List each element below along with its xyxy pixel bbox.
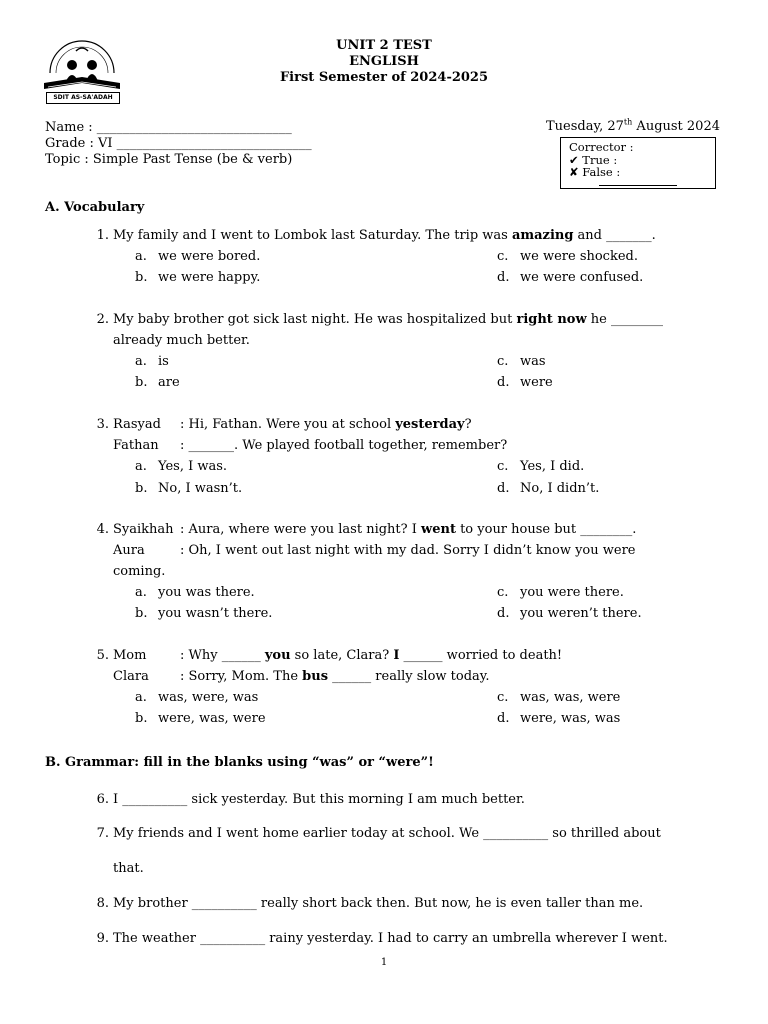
question-7-text-line2: that. [113,861,144,876]
option-3b: b. No, I wasn’t. [135,481,243,496]
question-5-line1: Mom : Why ______ you so late, Clara? I ______ worried to death! [113,648,563,663]
question-number: 7. [96,826,109,841]
question-number: 2. [96,312,109,327]
question-3-line2: Fathan : _______. We played football together, remember? [113,438,508,453]
name-field: Name : ______________________________ [45,120,292,135]
test-title: UNIT 2 TEST [336,38,432,53]
question-number: 1. [96,228,109,243]
option-4a: a. you was there. [135,585,255,600]
question-5-line2: Clara : Sorry, Mom. The bus ______ really slow today. [113,669,490,684]
section-a-title: A. Vocabulary [45,200,145,215]
question-number: 9. [96,931,109,946]
question-number: 3. [96,417,109,432]
option-1c: c. we were shocked. [497,249,638,264]
question-number: 6. [96,792,109,807]
option-2b: b. are [135,375,180,390]
question-1-text: My family and I went to Lombok last Saturday. The trip was amazing and _______. [113,228,656,243]
option-3d: d. No, I didn’t. [497,481,600,496]
test-date: Tuesday, 27th August 2024 [546,117,720,134]
question-2-text-line2: already much better. [113,333,250,348]
option-5b: b. were, was, were [135,711,266,726]
question-number: 4. [96,522,109,537]
question-number: 5. [96,648,109,663]
option-3a: a. Yes, I was. [135,459,228,474]
option-5d: d. were, was, was [497,711,621,726]
semester-title: First Semester of 2024-2025 [279,70,489,85]
page-number: 1 [380,957,388,968]
option-5a: a. was, were, was [135,690,259,705]
question-6-text: I __________ sick yesterday. But this morning I am much better. [113,792,525,807]
topic-field: Topic : Simple Past Tense (be & verb) [45,152,293,167]
question-3-line1: Rasyad : Hi, Fathan. Were you at school yesterday? [113,417,472,432]
section-b-title: B. Grammar: fill in the blanks using “was” or “were”! [45,755,434,770]
corrector-false: ✘ False : [569,165,621,179]
logo-label: SDIT AS-SA'ADAH [46,92,120,104]
option-4c: c. you were there. [497,585,624,600]
option-5c: c. was, was, were [497,690,621,705]
option-3c: c. Yes, I did. [497,459,585,474]
corrector-true: ✔ True : [569,152,618,167]
question-number: 8. [96,896,109,911]
option-1d: d. we were confused. [497,270,644,285]
option-1b: b. we were happy. [135,270,261,285]
question-4-line1: Syaikhah : Aura, where were you last night? I went to your house but ________. [113,522,637,537]
question-7-text: My friends and I went home earlier today at school. We __________ so thrilled about [113,826,661,841]
question-4-line3: coming. [113,564,166,579]
question-8-text: My brother __________ really short back then. But now, he is even taller than me. [113,896,644,911]
corrector-box [560,137,716,189]
option-2c: c. was [497,354,546,369]
question-9-text: The weather __________ rainy yesterday. I had to carry an umbrella wherever I went. [113,931,668,946]
corrector-line [599,185,677,186]
option-2d: d. were [497,375,553,390]
option-4d: d. you weren’t there. [497,606,642,621]
option-2a: a. is [135,354,169,369]
grade-field: Grade : VI ______________________________ [45,136,312,151]
option-4b: b. you wasn’t there. [135,606,273,621]
question-2-text: My baby brother got sick last night. He was hospitalized but right now he ________ [113,312,663,327]
option-1a: a. we were bored. [135,249,261,264]
question-4-line2: Aura : Oh, I went out last night with my dad. Sorry I didn’t know you were [113,543,636,558]
subject-title: ENGLISH [349,54,419,69]
corrector-title: Corrector : [569,140,634,154]
